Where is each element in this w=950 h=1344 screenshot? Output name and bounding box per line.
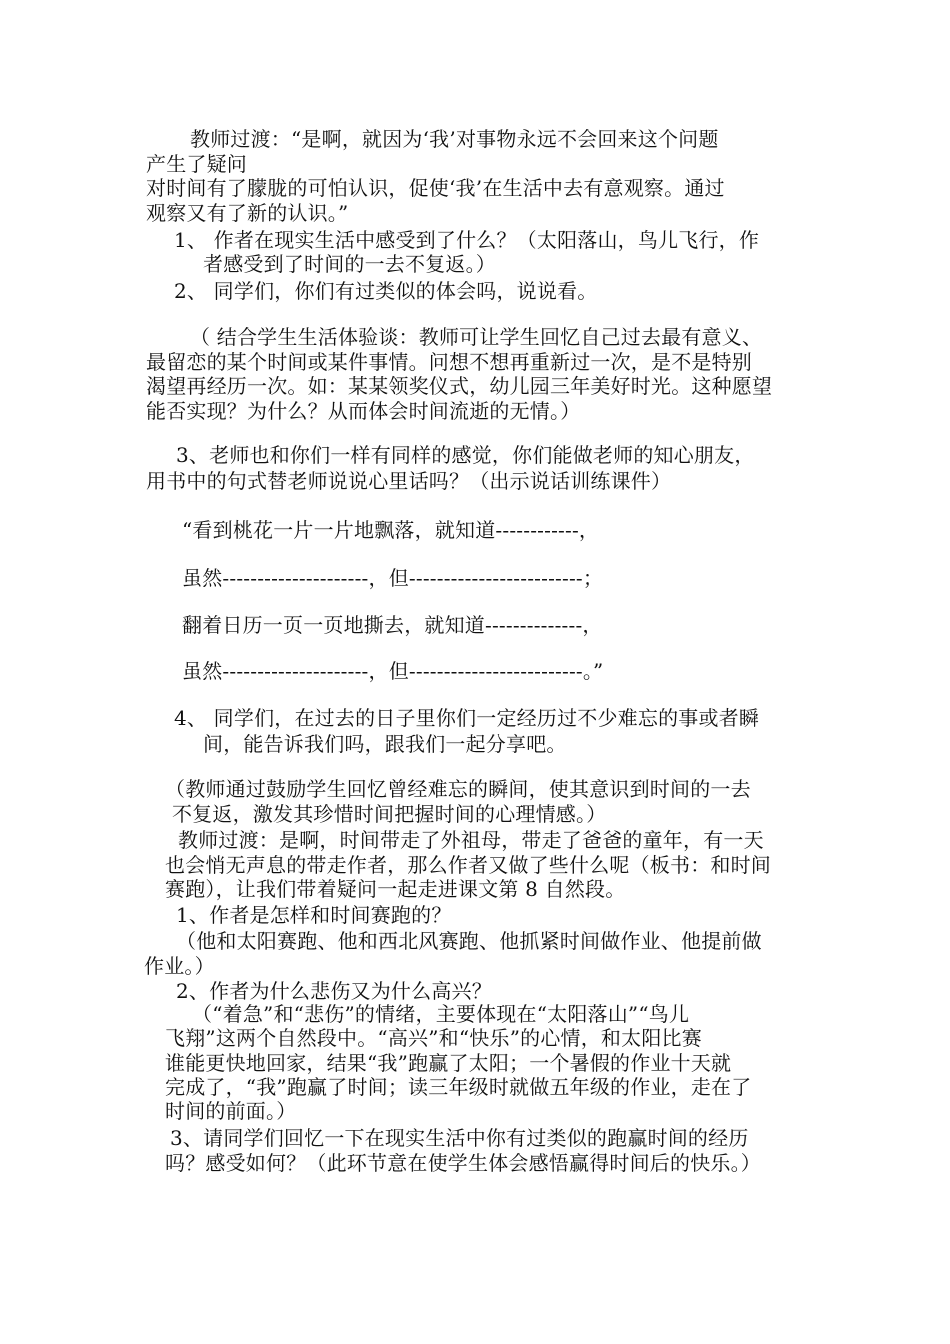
text-line: （教师通过鼓励学生回忆曾经难忘的瞬间，使其意识到时间的一去 <box>165 777 751 801</box>
text-line: 3、老师也和你们一样有同样的感觉，你们能做老师的知心朋友， <box>176 443 755 467</box>
text-line: 1、作者是怎样和时间赛跑的？ <box>176 903 452 927</box>
text-line: 完成了，“我”跑赢了时间；读三年级时就做五年级的作业，走在了 <box>165 1075 752 1099</box>
text-line: 吗？感受如何？（此环节意在使学生体会感悟赢得时间后的快乐。） <box>165 1151 761 1175</box>
text-line: 虽然---------------------，但-------------------------； <box>182 566 604 590</box>
text-line: 谁能更快地回家，结果“我”跑赢了太阳；一个暑假的作业十天就 <box>165 1051 732 1075</box>
text-line: 2、 同学们，你们有过类似的体会吗，说说看。 <box>174 279 598 303</box>
text-line: 者感受到了时间的一去不复返。） <box>203 252 496 276</box>
text-line: 能否实现？为什么？从而体会时间流逝的无情。） <box>146 399 581 423</box>
text-line: 产生了疑问 <box>146 152 247 176</box>
text-line: 教师过渡：是啊，时间带走了外祖母，带走了爸爸的童年，有一天 <box>178 828 764 852</box>
text-line: 也会悄无声息的带走作者，那么作者又做了些什么呢（板书：和时间 <box>165 853 771 877</box>
text-line: 4、 同学们，在过去的日子里你们一定经历过不少难忘的事或者瞬 <box>174 706 760 730</box>
text-line: （他和太阳赛跑、他和西北风赛跑、他抓紧时间做作业、他提前做 <box>176 929 762 953</box>
text-line: （“着急”和“悲伤”的情绪，主要体现在“太阳落山”“鸟儿 <box>192 1002 690 1026</box>
text-line: 观察又有了新的认识。” <box>146 201 349 225</box>
text-line: 翻着日历一页一页地撕去，就知道--------------， <box>182 613 603 637</box>
text-line: 渴望再经历一次。如：某某领奖仪式，幼儿园三年美好时光。这种愿望 <box>146 374 773 398</box>
text-line: 赛跑），让我们带着疑问一起走进课文第 8 自然段。 <box>165 877 626 901</box>
text-line: 虽然---------------------，但-------------------------。” <box>182 659 604 683</box>
text-line: 飞翔”这两个自然段中。“高兴”和“快乐”的心情，和太阳比赛 <box>165 1026 702 1050</box>
text-line: 不复返，激发其珍惜时间把握时间的心理情感。） <box>172 802 607 826</box>
text-line: （ 结合学生生活体验谈：教师可让学生回忆自己过去最有意义、 <box>190 325 763 349</box>
text-line: 间，能告诉我们吗，跟我们一起分享吧。 <box>203 732 567 756</box>
text-line: 3、请同学们回忆一下在现实生活中你有过类似的跑赢时间的经历 <box>170 1126 749 1150</box>
text-line: 对时间有了朦胧的可怕认识，促使‘我’在生活中去有意观察。通过 <box>146 176 725 200</box>
text-line: 最留恋的某个时间或某件事情。问想不想再重新过一次，是不是特别 <box>146 350 752 374</box>
text-line: 用书中的句式替老师说说心里话吗？（出示说话训练课件） <box>146 469 672 493</box>
text-line: “看到桃花一片一片地飘落，就知道------------， <box>182 518 600 542</box>
text-line: 1、 作者在现实生活中感受到了什么？（太阳落山，鸟儿飞行，作 <box>174 228 760 252</box>
text-line: 教师过渡：“是啊，就因为‘我’对事物永远不会回来这个问题 <box>190 127 719 151</box>
text-line: 2、作者为什么悲伤又为什么高兴？ <box>176 979 492 1003</box>
text-line: 作业。） <box>144 954 215 978</box>
text-line: 时间的前面。） <box>165 1099 297 1123</box>
